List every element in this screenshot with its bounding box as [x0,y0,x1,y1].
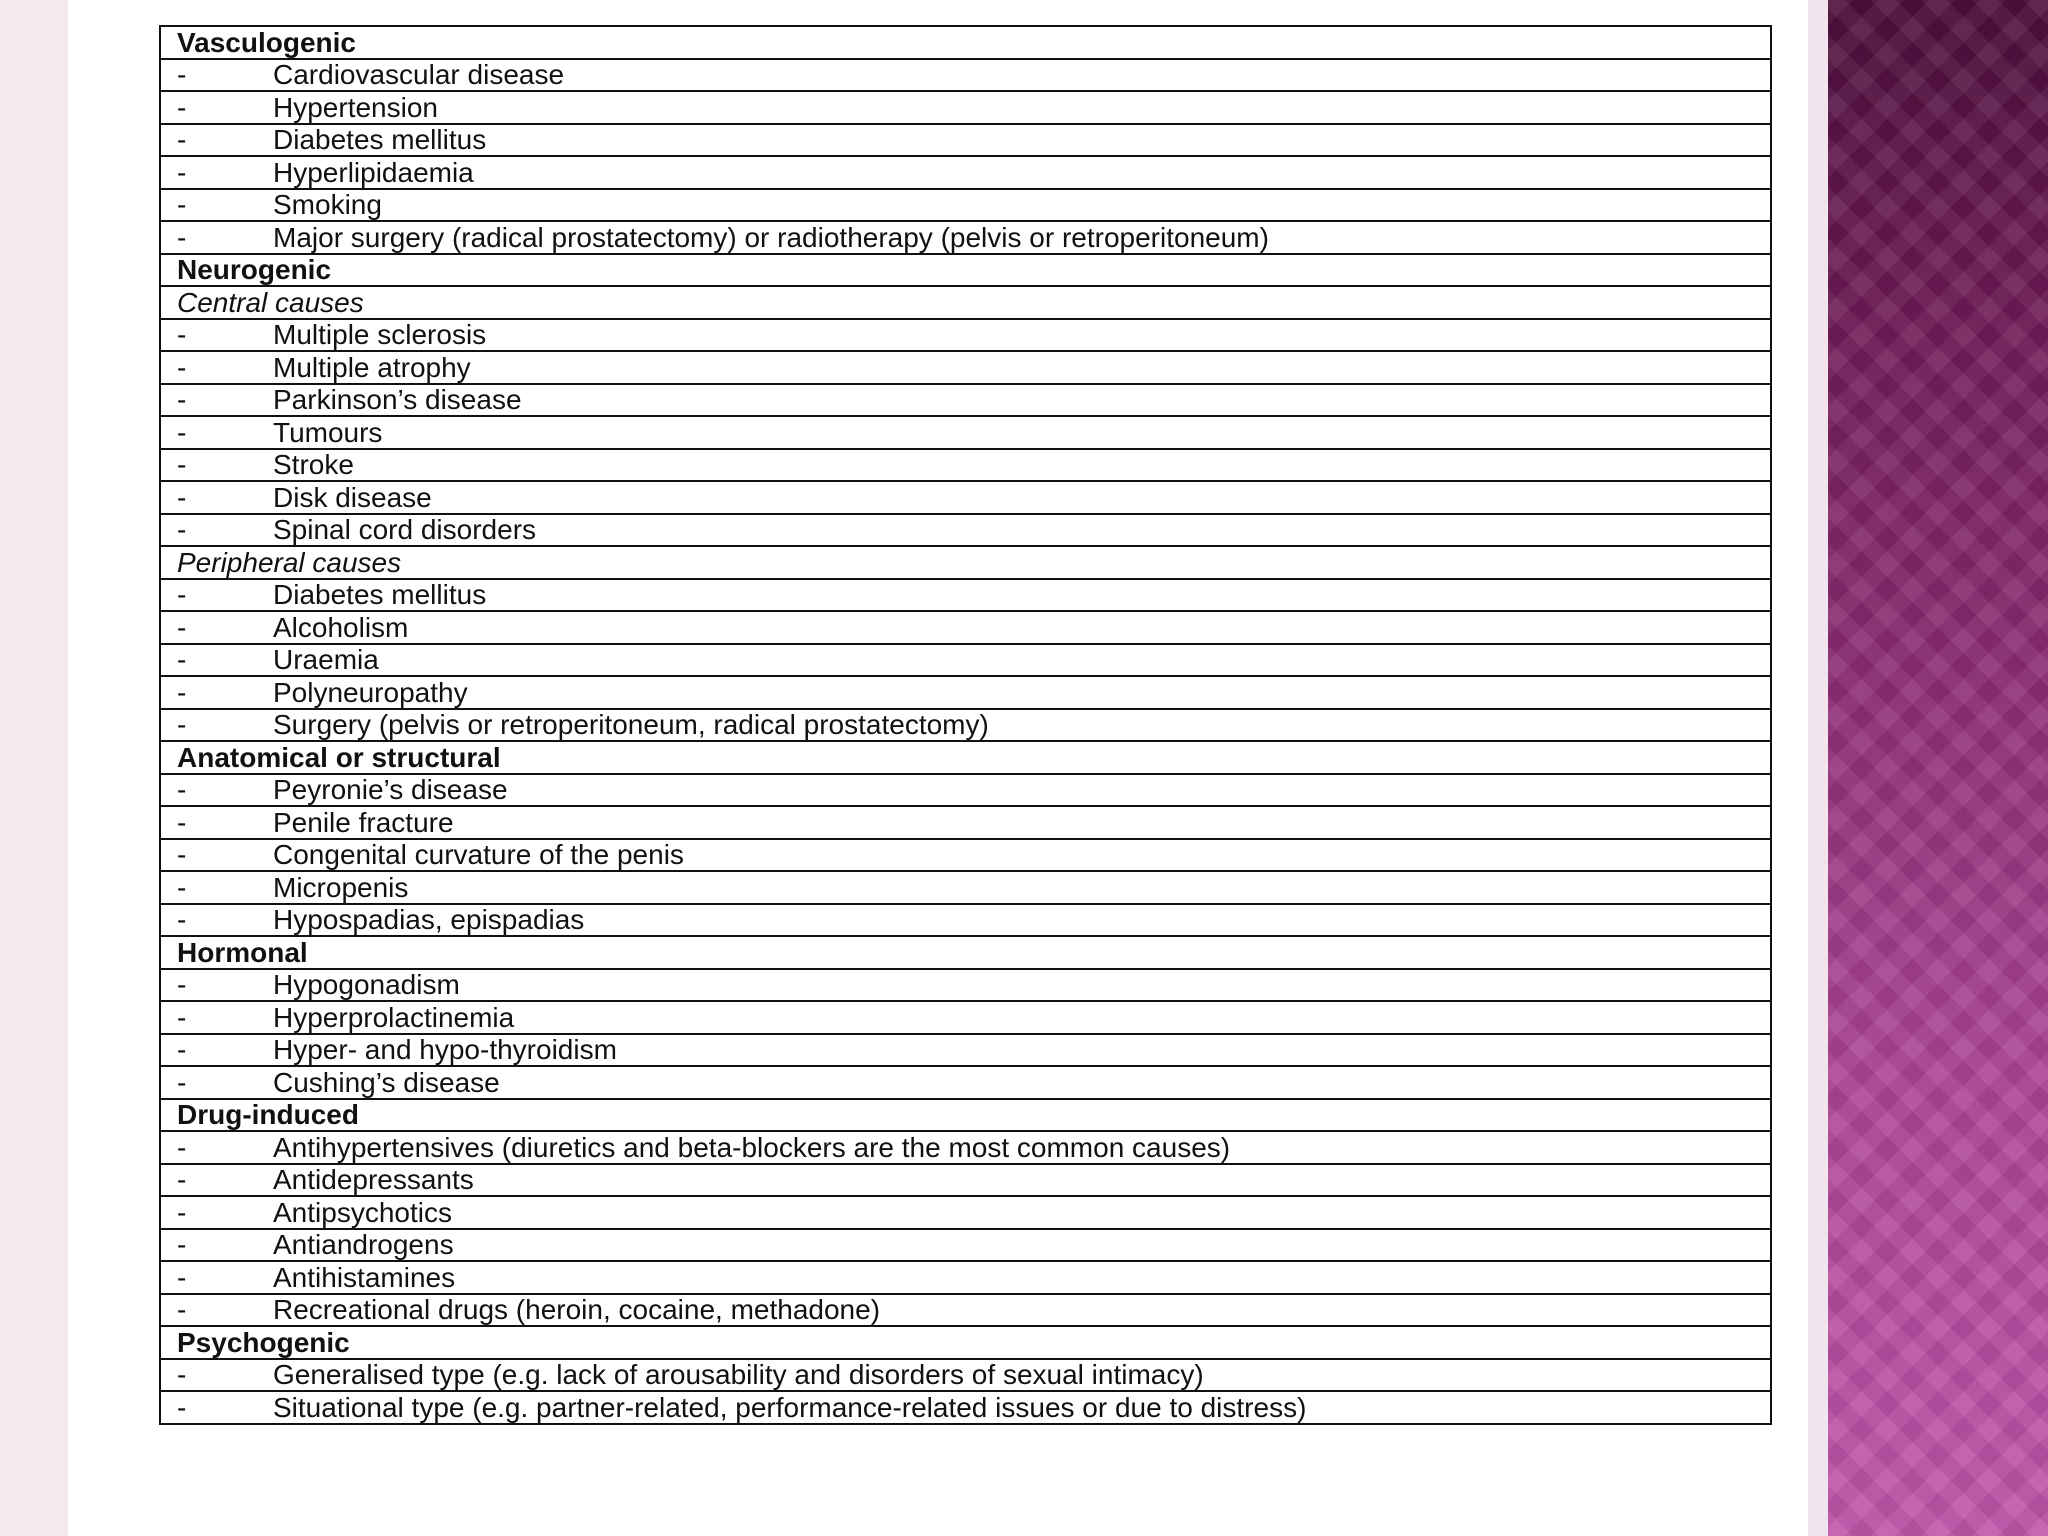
item-label: Hyperlipidaemia [273,156,474,188]
item-cell [160,1261,1771,1294]
item-cell [160,124,1771,157]
item-label: Micropenis [273,871,409,903]
item-cell [160,1229,1771,1262]
item-label: Generalised type (e.g. lack of arousability and disorders of sexual intimacy) [273,1359,1204,1390]
bullet-dash: - [177,124,187,155]
table-row [160,1196,1771,1229]
bullet-dash: - [177,644,187,675]
item-cell [160,481,1771,514]
bullet-dash: - [177,904,187,935]
item-label: Multiple atrophy [273,351,471,383]
table-row [160,514,1771,547]
category-row [160,741,1771,774]
item-cell [160,1131,1771,1164]
item-label: Hyper- and hypo-thyroidism [273,1034,617,1065]
item-cell [160,774,1771,807]
item-label: Diabetes mellitus [273,124,487,155]
item-label: Parkinson’s disease [273,384,522,415]
item-label: Hypogonadism [273,969,460,1000]
table-row [160,351,1771,384]
item-label: Smoking [273,189,382,220]
item-cell [160,449,1771,482]
bullet-dash: - [177,1261,187,1293]
item-cell [160,611,1771,644]
item-cell [160,644,1771,677]
item-label: Antiandrogens [273,1229,454,1260]
table-row [160,1261,1771,1294]
item-cell [160,904,1771,937]
item-label: Cardiovascular disease [273,59,565,90]
bullet-dash: - [177,676,187,708]
category-heading: Drug-induced [160,1099,1771,1132]
item-label: Disk disease [273,481,432,513]
item-label: Penile fracture [273,806,454,838]
table-row [160,124,1771,157]
item-label: Antidepressants [273,1164,474,1195]
item-label: Hyperprolactinemia [273,1001,515,1033]
item-cell [160,189,1771,222]
item-cell [160,59,1771,92]
table-row [160,1229,1771,1262]
bullet-dash: - [177,319,187,350]
left-margin-strip [0,0,68,1536]
table-row [160,1391,1771,1424]
item-label: Antihypertensives (diuretics and beta-blockers are the most common causes) [273,1131,1231,1163]
item-label: Antihistamines [273,1261,456,1293]
item-cell [160,839,1771,872]
table-row [160,806,1771,839]
item-label: Uraemia [273,644,379,675]
item-label: Major surgery (radical prostatectomy) or radiotherapy (pelvis or retroperitoneum) [273,221,1269,253]
table-row [160,969,1771,1002]
bullet-dash: - [177,1294,187,1325]
item-label: Antipsychotics [273,1196,452,1228]
table-row [160,644,1771,677]
bullet-dash: - [177,449,187,480]
bullet-dash: - [177,221,187,253]
category-row [160,254,1771,287]
item-cell [160,871,1771,904]
table-row [160,156,1771,189]
item-cell [160,91,1771,124]
bullet-dash: - [177,1164,187,1195]
bullet-dash: - [177,156,187,188]
bullet-dash: - [177,1001,187,1033]
table-row [160,774,1771,807]
table-row [160,709,1771,742]
item-cell [160,1066,1771,1099]
bullet-dash: - [177,1359,187,1390]
table-row [160,481,1771,514]
item-cell [160,156,1771,189]
subcategory-heading: Central causes [160,286,1771,319]
table-row [160,449,1771,482]
category-heading: Anatomical or structural [160,741,1771,774]
bullet-dash: - [177,709,187,740]
table-row [160,611,1771,644]
item-cell [160,1359,1771,1392]
item-cell [160,384,1771,417]
subcategory-row [160,546,1771,579]
table-row [160,1001,1771,1034]
item-cell [160,806,1771,839]
category-heading: Psychogenic [160,1326,1771,1359]
category-heading: Neurogenic [160,254,1771,287]
table-row [160,839,1771,872]
item-label: Polyneuropathy [273,676,468,708]
item-cell [160,351,1771,384]
category-heading: Hormonal [160,936,1771,969]
bullet-dash: - [177,91,187,123]
item-cell [160,1294,1771,1327]
bullet-dash: - [177,806,187,838]
item-label: Diabetes mellitus [273,579,487,610]
item-cell [160,221,1771,254]
item-label: Peyronie’s disease [273,774,508,805]
item-cell [160,1001,1771,1034]
bullet-dash: - [177,1391,187,1423]
bullet-dash: - [177,1196,187,1228]
bullet-dash: - [177,514,187,545]
causes-table-body [160,26,1771,1424]
bullet-dash: - [177,416,187,448]
subcategory-row [160,286,1771,319]
bullet-dash: - [177,384,187,415]
table-row [160,579,1771,612]
item-cell [160,416,1771,449]
table-row [160,1294,1771,1327]
bullet-dash: - [177,839,187,870]
item-cell [160,579,1771,612]
item-label: Tumours [273,416,383,448]
table-row [160,871,1771,904]
subcategory-heading: Peripheral causes [160,546,1771,579]
bullet-dash: - [177,579,187,610]
bullet-dash: - [177,1229,187,1260]
table-row [160,1034,1771,1067]
bullet-dash: - [177,871,187,903]
category-row [160,1099,1771,1132]
item-label: Spinal cord disorders [273,514,537,545]
table-row [160,1164,1771,1197]
item-label: Cushing’s disease [273,1066,500,1098]
item-label: Surgery (pelvis or retroperitoneum, radical prostatectomy) [273,709,989,740]
bullet-dash: - [177,611,187,643]
category-row [160,26,1771,59]
bullet-dash: - [177,969,187,1000]
bullet-dash: - [177,1066,187,1098]
item-cell [160,709,1771,742]
item-cell [160,1196,1771,1229]
decorative-pattern-panel [1828,0,2048,1536]
item-label: Multiple sclerosis [273,319,487,350]
category-row [160,1326,1771,1359]
table-row [160,676,1771,709]
item-cell [160,1391,1771,1424]
bullet-dash: - [177,1131,187,1163]
table-row [160,189,1771,222]
bullet-dash: - [177,774,187,805]
item-cell [160,514,1771,547]
table-row [160,1066,1771,1099]
item-cell [160,676,1771,709]
slide-gutter [1808,0,1828,1536]
table-row [160,384,1771,417]
causes-table [159,25,1772,1425]
bullet-dash: - [177,351,187,383]
item-label: Hypertension [273,91,438,123]
table-row [160,59,1771,92]
bullet-dash: - [177,59,187,90]
item-cell [160,1034,1771,1067]
category-row [160,936,1771,969]
table-row [160,1359,1771,1392]
bullet-dash: - [177,1034,187,1065]
item-cell [160,319,1771,352]
item-cell [160,1164,1771,1197]
item-cell [160,969,1771,1002]
table-row [160,91,1771,124]
table-row [160,904,1771,937]
item-label: Recreational drugs (heroin, cocaine, methadone) [273,1294,881,1325]
bullet-dash: - [177,189,187,220]
table-row [160,221,1771,254]
bullet-dash: - [177,481,187,513]
item-label: Situational type (e.g. partner-related, performance-related issues or due to distress) [273,1391,1307,1423]
table-row [160,416,1771,449]
item-label: Hypospadias, epispadias [273,904,585,935]
item-label: Stroke [273,449,354,480]
table-row [160,319,1771,352]
item-label: Alcoholism [273,611,409,643]
table-row [160,1131,1771,1164]
category-heading: Vasculogenic [160,26,1771,59]
item-label: Congenital curvature of the penis [273,839,684,870]
